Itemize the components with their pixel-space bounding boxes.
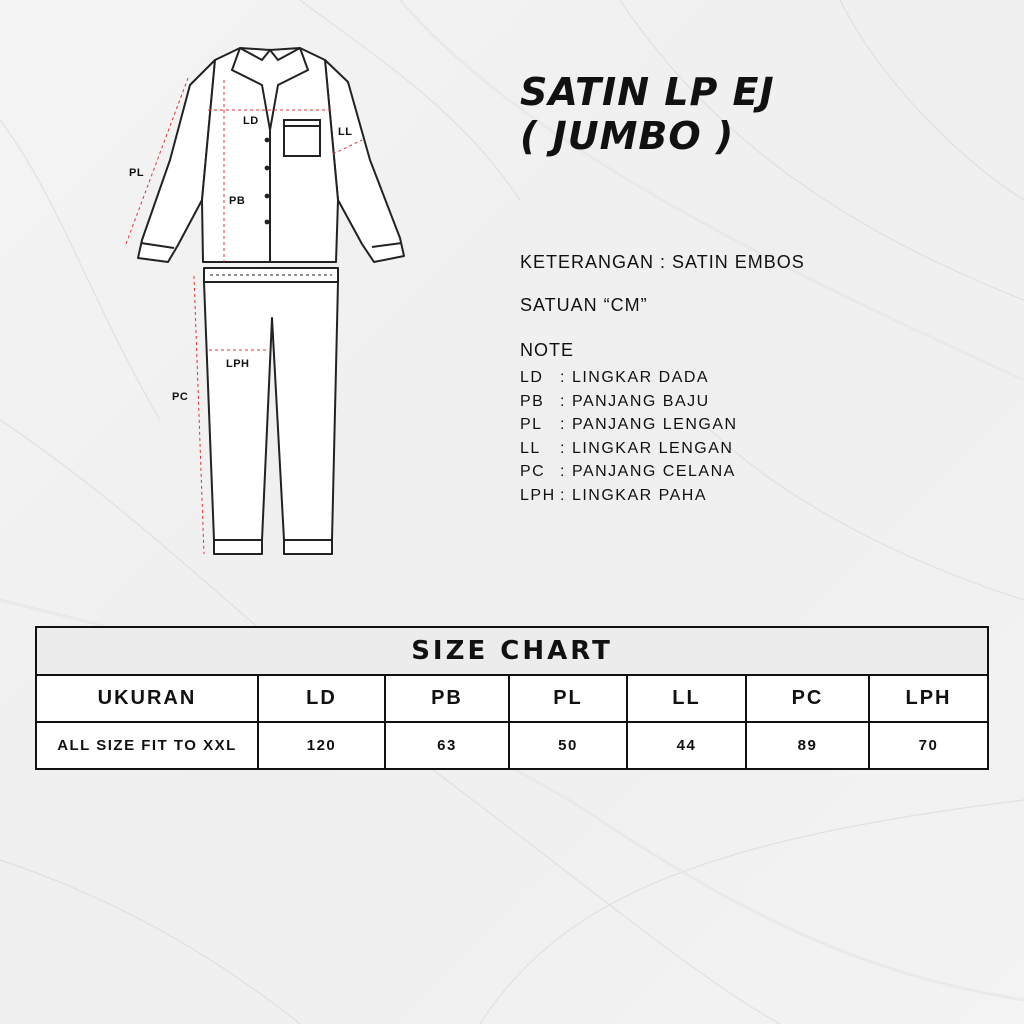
cell-pb: 63 [385, 722, 509, 769]
note-desc: LINGKAR DADA [571, 369, 710, 386]
column-header-lph: LPH [869, 675, 988, 722]
column-header-ukuran: UKURAN [36, 675, 258, 722]
note-list [520, 366, 738, 508]
pc-label: PC [172, 391, 189, 403]
table-header-row [36, 675, 988, 722]
cell-ukuran: ALL SIZE FIT TO XXL [36, 722, 258, 769]
note-item: LPH : LINGKAR PAHA [520, 484, 738, 508]
note-code: LL [520, 439, 541, 457]
note-code: LPH [520, 486, 556, 504]
cell-ld: 120 [258, 722, 385, 769]
column-header-pb: PB [385, 675, 509, 722]
satuan-text: SATUAN “CM” [520, 295, 648, 315]
product-title [520, 70, 775, 158]
note-item: LL : LINGKAR LENGAN [520, 437, 738, 461]
note-item: PL : PANJANG LENGAN [520, 413, 738, 437]
pajama-diagram [110, 40, 420, 570]
note-code: PB [520, 392, 545, 410]
pc-line [194, 276, 204, 554]
pl-label: PL [129, 167, 145, 179]
column-header-ll: LL [627, 675, 746, 722]
product-title-line1: SATIN LP EJ [520, 70, 775, 114]
lph-label: LPH [226, 358, 250, 370]
cell-lph: 70 [869, 722, 988, 769]
note-desc: PANJANG CELANA [571, 463, 736, 481]
ll-label: LL [338, 126, 353, 138]
pants-body [204, 282, 338, 540]
pb-label: PB [229, 195, 246, 207]
note-item: LD : LINGKAR DADA [520, 366, 738, 390]
cell-ll: 44 [627, 722, 746, 769]
note-code: LD [520, 369, 544, 386]
note-item: PC : PANJANG CELANA [520, 460, 738, 484]
size-chart-table [35, 626, 989, 770]
column-header-pc: PC [746, 675, 869, 722]
cell-pl: 50 [509, 722, 627, 769]
note-code: PC [520, 463, 546, 481]
note-desc: LINGKAR PAHA [571, 486, 708, 504]
note-desc: PANJANG LENGAN [571, 416, 738, 434]
note-code: PL [520, 416, 543, 434]
ld-label: LD [243, 115, 259, 127]
column-header-pl: PL [509, 675, 627, 722]
note-desc: LINGKAR LENGAN [571, 439, 734, 457]
left-pant-cuff [214, 540, 262, 554]
note-heading: NOTE [520, 340, 575, 360]
keterangan-text: KETERANGAN : SATIN EMBOS [520, 252, 805, 272]
note-item: PB : PANJANG BAJU [520, 390, 738, 414]
product-title-line2: ( JUMBO ) [520, 114, 735, 158]
column-header-ld: LD [258, 675, 385, 722]
table-row [36, 722, 988, 769]
cell-pc: 89 [746, 722, 869, 769]
note-desc: PANJANG BAJU [571, 392, 710, 410]
right-pant-cuff [284, 540, 332, 554]
size-chart-heading: SIZE CHART [36, 627, 988, 675]
